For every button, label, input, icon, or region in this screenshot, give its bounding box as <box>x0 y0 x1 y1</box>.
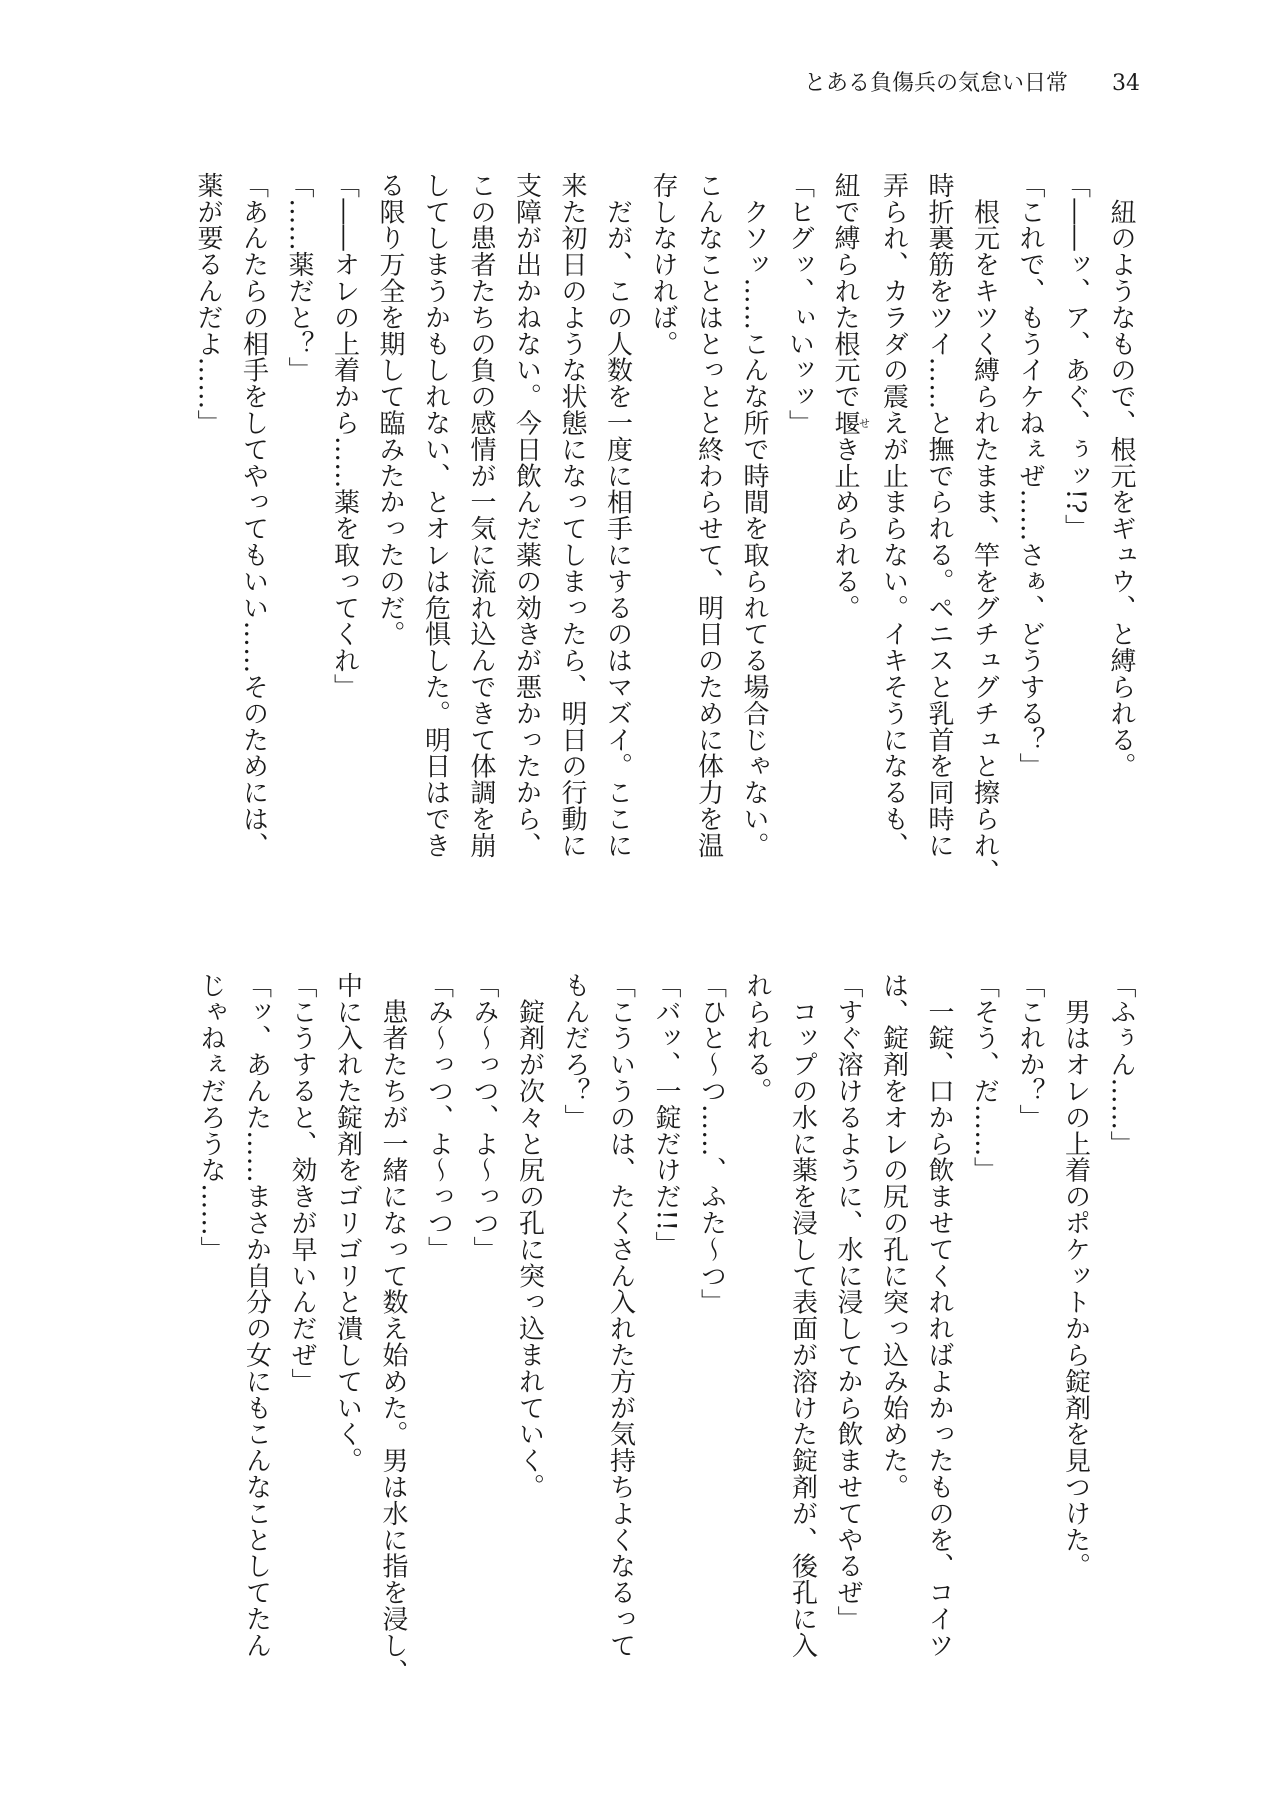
text-line: 男はオレの上着のポケットから錠剤を見つけた。 <box>1060 972 1091 1580</box>
text-line: 「こういうのは、たくさん入れた方が気持ちよくなるって <box>605 972 636 1659</box>
text-line: 「ふぅん……」 <box>1106 972 1136 1157</box>
text-line: もんだろ？」 <box>560 972 590 1131</box>
upper-text-block <box>185 172 1144 885</box>
text-line: 「み～っつ、よ～っつ」 <box>469 972 499 1263</box>
ruby-base: 堰 <box>830 409 860 437</box>
text-line: れられる。 <box>742 972 772 1104</box>
text-line: コップの水に薬を浸して表面が溶けた錠剤が、後孔に入 <box>787 972 818 1659</box>
text-line: だが、この人数を一度に相手にするのはマズイ。ここに <box>602 172 633 859</box>
lower-text-block <box>188 972 1144 1685</box>
text-line: 「これか？」 <box>1015 972 1045 1131</box>
text-line: 一錠、口から飲ませてくれればよかったものを、コイツ <box>924 972 954 1659</box>
ruby-text: せ <box>857 409 871 437</box>
text-line: 患者たちが一緒になって数え始めた。男は水に指を浸し、 <box>378 972 408 1685</box>
text-segment: き止められる。 <box>830 436 860 621</box>
text-line: 来た初日のような状態になってしまったら、明日の行動に <box>557 172 587 859</box>
text-line: 時折裏筋をツイ……と撫でられる。ペニスと乳首を同時に <box>924 172 954 859</box>
text-line: 「ッ、あんた……まさか自分の女にもこんなことしてたん <box>241 972 272 1659</box>
text-line: 薬が要るんだよ……」 <box>193 172 223 436</box>
text-line: 「バッ、一錠だけだ!!」 <box>651 972 681 1258</box>
text-line: 錠剤が次々と尻の孔に突っ込まれていく。 <box>514 972 545 1500</box>
text-line: 紐のようなもので、根元をギュウ、と縛られる。 <box>1106 172 1136 780</box>
text-line: 「すぐ溶けるように、水に浸してから飲ませてやるぜ」 <box>833 972 863 1632</box>
text-line: は、錠剤をオレの尻の孔に突っ込み始めた。 <box>878 972 909 1500</box>
text-line: 「ひと～つ……、ふた～つ」 <box>696 972 727 1316</box>
text-line: 「そう、だ……」 <box>969 972 1000 1184</box>
text-line: じゃねぇだろうな……」 <box>196 972 226 1263</box>
text-line: 「あんたらの相手をしてやってもいい……そのためには、 <box>238 172 269 859</box>
text-line: してしまうかもしれない、とオレは危惧した。明日はでき <box>420 172 451 859</box>
text-line: る限り万全を期して臨みたかったのだ。 <box>375 172 405 648</box>
text-line: 「こうすると、効きが早いんだぜ」 <box>287 972 317 1395</box>
running-header <box>804 66 1140 97</box>
ruby-annotation <box>830 409 871 437</box>
text-line: この患者たちの負の感情が一気に流れ込んできて体調を崩 <box>466 172 496 859</box>
text-line: こんなことはとっとと終わらせて、明日のために体力を温 <box>693 172 724 859</box>
text-line: 根元をキツく縛られたまま、竿をグチュグチュと擦られ、 <box>969 172 1000 885</box>
text-line: 「み～っつ、よ～っつ」 <box>423 972 454 1263</box>
text-line <box>822 172 871 852</box>
text-line: 存しなければ。 <box>648 172 678 357</box>
text-line: 中に入れた錠剤をゴリゴリと潰していく。 <box>332 972 363 1474</box>
text-line: 「……薬だと？」 <box>284 172 314 384</box>
book-title: とある負傷兵の気怠い日常 <box>803 71 1068 96</box>
text-segment: 紐で縛られた根元で <box>830 172 860 410</box>
text-line: 支障が出かねない。今日飲んだ薬の効きが悪かったから、 <box>511 172 542 859</box>
text-line: 「――ッ、ア、あぐ、ぅッ!?」 <box>1060 172 1091 541</box>
page-number: 34 <box>1112 71 1140 96</box>
text-line: 「これで、もうイケねぇぜ……さぁ、どうする？」 <box>1015 172 1045 780</box>
text-line: クソッ……こんな所で時間を取られてる場合じゃない。 <box>739 172 769 859</box>
text-line: 「ヒグッ、ぃいッッ」 <box>784 172 815 436</box>
text-line: 弄られ、カラダの震えが止まらない。イキそうになるも、 <box>878 172 909 859</box>
text-line: 「――オレの上着から……薬を取ってくれ」 <box>329 172 360 700</box>
